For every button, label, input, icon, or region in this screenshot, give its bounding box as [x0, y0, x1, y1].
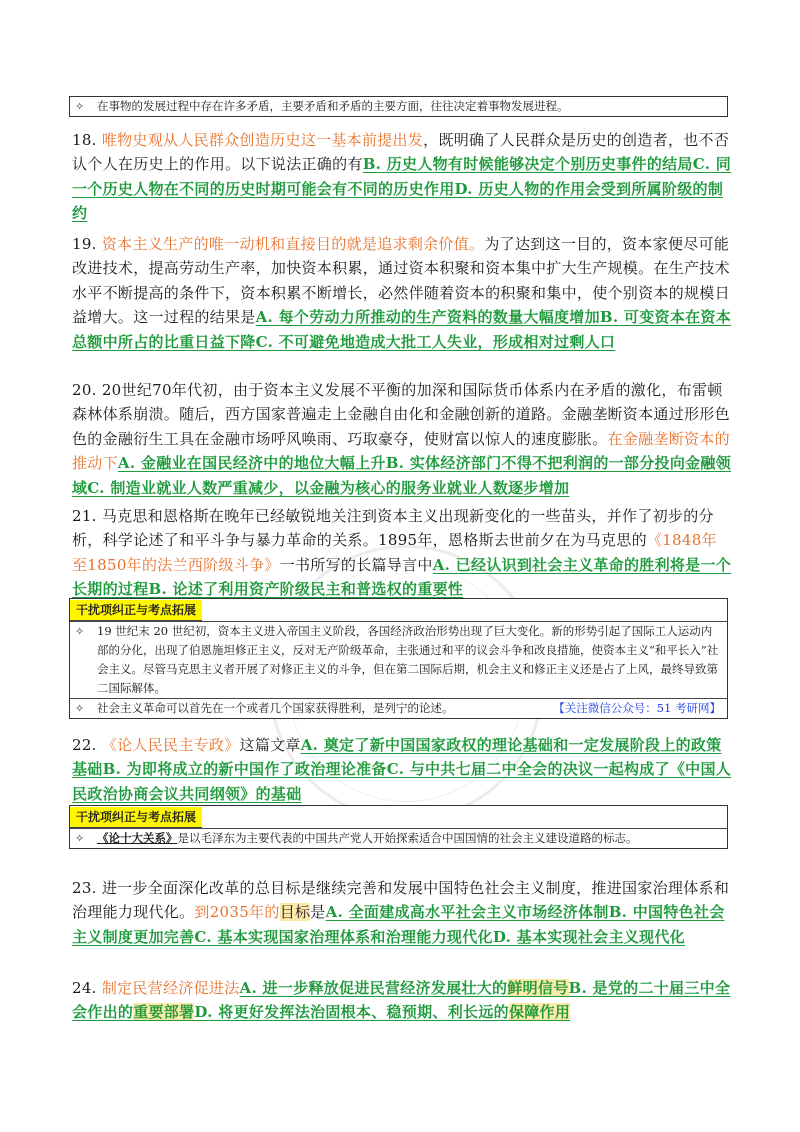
answer-text: D. 将更好发挥法治固根本、稳预期、利长远的 [194, 1003, 509, 1022]
answer-text: A. 已经认识到社会主义革命的胜利将是一个长期的过程B. 论述了利用资产阶级民主和普选权的重要性 [72, 555, 732, 599]
question-lead: 制定民营经济促进法 [101, 979, 240, 997]
tip-text: 在事物的发展过程中存在许多矛盾，主要矛盾和矛盾的主要方面，往往决定着事物发展进程。 [97, 99, 569, 113]
highlight-text: 保障作用 [508, 1003, 571, 1022]
answer-text: B. 历史人物有时候能够决定个别历史事件的结局C. 同一个历史人物在不同的历史时期可能会有不同的历史作用D. 历史人物的作用会受到所属阶级的制约 [72, 155, 732, 223]
tip-text: 是以毛泽东为主要代表的中国共产党人开始探索适合中国国情的社会主义建设道路的标志。 [177, 831, 638, 845]
question-lead: 唯物史观从人民群众创造历史这一基本前提出发 [101, 131, 424, 149]
question-body: 这篇文章 [239, 736, 301, 754]
tip-text: 社会主义革命可以首先在一个或者几个国家获得胜利，是列宁的论述。 [97, 701, 454, 715]
question-body: 进一步全面深化改革的总目标是继续完善和发展中国特色社会主义制度，推进国家治理体系和治理能力现代化。 [72, 879, 730, 922]
answer-text: A. 进一步释放促进民营经济发展壮大的 [239, 979, 508, 997]
tip-row [70, 97, 727, 116]
tip-row [70, 698, 727, 718]
question-18 [72, 128, 732, 226]
highlight-text: 重要部署 [133, 1003, 195, 1022]
question-23 [72, 876, 732, 949]
question-19 [72, 232, 732, 354]
question-number: 23. [72, 879, 102, 897]
tip-box-21 [69, 598, 728, 719]
diamond-bullet-icon: ✧ [75, 625, 85, 638]
question-number: 21. [72, 507, 102, 525]
promo-text: 【关注微信公众号：51 考研网】 [553, 701, 721, 715]
tip-text: 19 世纪末 20 世纪初，资本主义进入帝国主义阶段，各国经济政治形势出现了巨大变化。新的形势引起了国际工人运动内部的分化，出现了伯恩施坦修正主义，反对无产阶级革命，主张通过和平的议会斗争和改良措施，使资本主义“和平长入”社会主义。尽管马克思主义者开展了对修正主义的斗争，但在第二国际后期，机会主义和修正主义还是占了上风，最终导致第二国际解体。 [97, 624, 719, 695]
question-number: 22. [72, 736, 102, 754]
diamond-bullet-icon: ✧ [75, 702, 85, 715]
question-lead: 《论人民民主专政》 [101, 736, 240, 754]
question-21 [72, 504, 732, 602]
question-24 [72, 976, 732, 1025]
answer-text: A. 奠定了新中国国家政权的理论基础和一定发展阶段上的政策基础B. 为即将成立的新中国作了政治理论准备C. 与中共七届二中全会的决议一起构成了《中国人民政治协商会议共同纲领》的基础 [72, 736, 732, 803]
tip-row [70, 622, 727, 698]
answer-text: A. 全面建成高水平社会主义市场经济体制B. 中国特色社会主义制度更加完善C. 基本实现国家治理体系和治理能力现代化D. 基本实现社会主义现代化 [72, 903, 725, 946]
box-title: 干扰项纠正与考点拓展 [70, 807, 202, 828]
question-lead: 到2035年的 [194, 903, 280, 922]
question-body: 20世纪70年代初，由于资本主义发展不平衡的加深和国际货币体系内在矛盾的激化，布雷顿森林体系崩溃。随后，西方国家普遍走上金融自由化和金融创新的道路。金融垄断资本通过形形色色的金融衍生工具在金融市场呼风唤雨、巧取豪夺，使财富以惊人的速度膨胀。 [72, 381, 730, 448]
tip-box-22 [69, 805, 728, 849]
question-body: 马克思和恩格斯在晚年已经敏锐地关注到资本主义出现新变化的一些苗头，并作了初步的分析，科学论述了和平斗争与暴力革命的关系。1895年，恩格斯去世前夕在为马克思的 [72, 507, 714, 550]
diamond-bullet-icon: ✧ [75, 100, 85, 113]
question-body: ，既明确了人民群众是历史的创造者，也不否认个人在历史上的作用。以下说法正确的有 [72, 131, 730, 174]
diamond-bullet-icon: ✧ [75, 832, 85, 845]
question-22 [72, 733, 732, 806]
question-number: 20. [72, 381, 102, 399]
highlight-text: 目标 [279, 903, 311, 922]
highlight-text: 鲜明信号 [507, 979, 569, 997]
question-body: 为了达到这一目的，资本家便尽可能改进技术，提高劳动生产率，加快资本积累，通过资本积聚和资本集中扩大生产规模。在生产技术水平不断提高的条件下，资本积累不断增长，必然伴随着资本的积聚和集中，使个别资本的规模日益增大。这一过程的结果是 [72, 235, 730, 327]
question-body-2: 是 [310, 903, 326, 922]
tip-box-top [69, 96, 728, 117]
question-body-2: 一书所写的长篇导言中 [279, 555, 433, 574]
box-title: 干扰项纠正与考点拓展 [70, 600, 202, 621]
answer-text: B. 是党的二十届三中全会作出的 [72, 979, 731, 1022]
answer-text: A. 金融业在国民经济中的地位大幅上升B. 实体经济部门不得不把利润的一部分投向金融领域C. 制造业就业人数严重减少，以金融为核心的服务业就业人数逐步增加 [72, 454, 732, 497]
book-title: 《论十大关系》 [97, 831, 178, 845]
question-number: 24. [72, 979, 102, 997]
question-lead: 资本主义生产的唯一动机和直接目的就是追求剩余价值。 [101, 235, 485, 253]
answer-text: A. 每个劳动力所推动的生产资料的数量大幅度增加B. 可变资本在资本总额中所占的比重日益下降C. 不可避免地造成大批工人失业，形成相对过剩人口 [72, 308, 732, 351]
question-number: 19. [72, 235, 102, 253]
question-lead: 《1848年至1850年的法兰西阶级斗争》 [72, 531, 717, 574]
question-number: 18. [72, 131, 102, 149]
tip-row [70, 829, 727, 848]
question-20 [72, 378, 732, 500]
question-lead: 在金融垄断资本的推动下 [72, 429, 730, 473]
